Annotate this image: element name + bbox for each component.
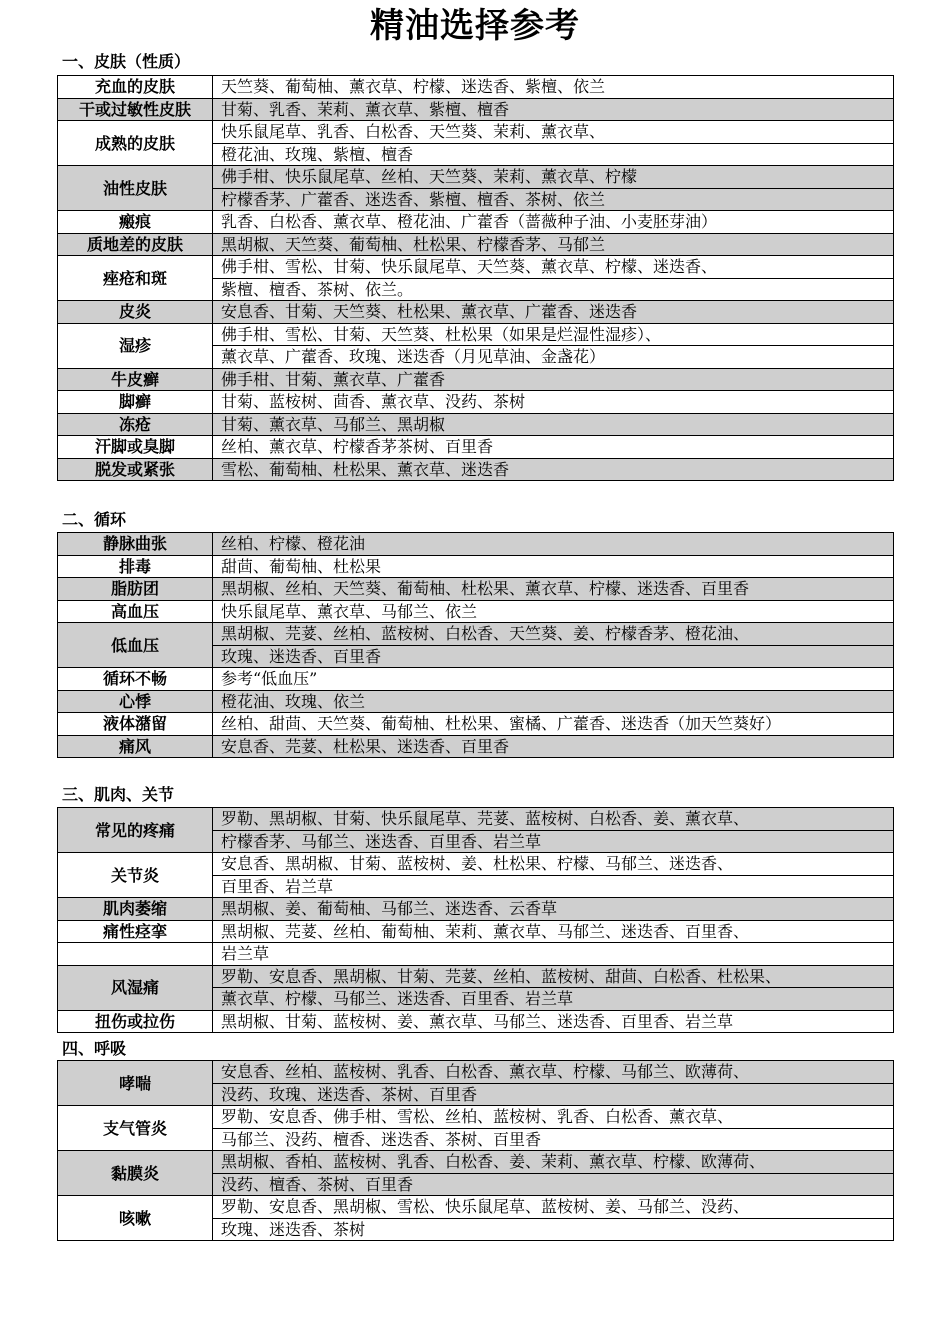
row-oils: 罗勒、安息香、黑胡椒、雪松、快乐鼠尾草、蓝桉树、姜、马郁兰、没药、 [213, 1196, 894, 1219]
row-category: 低血压 [58, 623, 213, 668]
row-category: 冻疮 [58, 413, 213, 436]
section-title-respiratory: 四、呼吸 [62, 1039, 127, 1058]
table-row [58, 166, 894, 189]
row-category [58, 943, 213, 966]
row-category: 高血压 [58, 600, 213, 623]
table-row [58, 735, 894, 758]
table-row [58, 301, 894, 324]
row-category: 湿疹 [58, 323, 213, 368]
row-oils: 百里香、岩兰草 [213, 875, 894, 898]
row-category: 肌肉萎缩 [58, 898, 213, 921]
table-row [58, 965, 894, 988]
table-row [58, 76, 894, 99]
table-row [58, 368, 894, 391]
table-row [58, 578, 894, 601]
row-category: 瘢痕 [58, 211, 213, 234]
row-category: 脱发或紧张 [58, 458, 213, 481]
row-category: 静脉曲张 [58, 533, 213, 556]
row-category: 哮喘 [58, 1061, 213, 1106]
table-row [58, 98, 894, 121]
row-category: 成熟的皮肤 [58, 121, 213, 166]
muscle-joint-table [57, 807, 894, 1033]
row-oils: 橙花油、玫瑰、紫檀、檀香 [213, 143, 894, 166]
table-row [58, 600, 894, 623]
row-category: 干或过敏性皮肤 [58, 98, 213, 121]
row-oils: 黑胡椒、丝柏、天竺葵、葡萄柚、杜松果、薰衣草、柠檬、迷迭香、百里香 [213, 578, 894, 601]
row-oils: 快乐鼠尾草、乳香、白松香、天竺葵、茉莉、薰衣草、 [213, 121, 894, 144]
row-oils: 黑胡椒、芫荽、丝柏、蓝桉树、白松香、天竺葵、姜、柠檬香茅、橙花油、 [213, 623, 894, 646]
circulation-table [57, 532, 894, 758]
table-row [58, 898, 894, 921]
row-oils: 甘菊、乳香、茉莉、薰衣草、紫檀、檀香 [213, 98, 894, 121]
row-oils: 黑胡椒、天竺葵、葡萄柚、杜松果、柠檬香茅、马郁兰 [213, 233, 894, 256]
respiratory-table [57, 1060, 894, 1241]
row-category: 扭伤或拉伤 [58, 1010, 213, 1033]
section-title-circulation: 二、循环 [62, 510, 127, 529]
page-title: 精油选择参考 [370, 6, 580, 46]
row-category: 充血的皮肤 [58, 76, 213, 99]
row-oils: 安息香、黑胡椒、甘菊、蓝桉树、姜、杜松果、柠檬、马郁兰、迷迭香、 [213, 853, 894, 876]
row-category: 风湿痛 [58, 965, 213, 1010]
row-oils: 薰衣草、柠檬、马郁兰、迷迭香、百里香、岩兰草 [213, 988, 894, 1011]
row-oils: 没药、檀香、茶树、百里香 [213, 1173, 894, 1196]
section-title-muscle-joint: 三、肌肉、关节 [62, 785, 175, 804]
row-oils: 乳香、白松香、薰衣草、橙花油、广藿香（蔷薇种子油、小麦胚芽油） [213, 211, 894, 234]
row-category: 脂肪团 [58, 578, 213, 601]
table-row [58, 436, 894, 459]
row-category: 黏膜炎 [58, 1151, 213, 1196]
table-row [58, 1061, 894, 1084]
row-oils: 佛手柑、雪松、甘菊、天竺葵、杜松果（如果是烂湿性湿疹）、 [213, 323, 894, 346]
row-oils: 黑胡椒、甘菊、蓝桉树、姜、薰衣草、马郁兰、迷迭香、百里香、岩兰草 [213, 1010, 894, 1033]
row-oils: 岩兰草 [213, 943, 894, 966]
row-oils: 安息香、甘菊、天竺葵、杜松果、薰衣草、广藿香、迷迭香 [213, 301, 894, 324]
row-oils: 柠檬香茅、广藿香、迷迭香、紫檀、檀香、茶树、依兰 [213, 188, 894, 211]
table-row [58, 623, 894, 646]
row-oils: 黑胡椒、姜、葡萄柚、马郁兰、迷迭香、云香草 [213, 898, 894, 921]
table-row [58, 853, 894, 876]
row-oils: 柠檬香茅、马郁兰、迷迭香、百里香、岩兰草 [213, 830, 894, 853]
row-category: 支气管炎 [58, 1106, 213, 1151]
table-row [58, 211, 894, 234]
skin-table [57, 75, 894, 481]
row-oils: 天竺葵、葡萄柚、薰衣草、柠檬、迷迭香、紫檀、依兰 [213, 76, 894, 99]
row-category: 咳嗽 [58, 1196, 213, 1241]
row-oils: 快乐鼠尾草、薰衣草、马郁兰、依兰 [213, 600, 894, 623]
row-category: 循环不畅 [58, 668, 213, 691]
table-row [58, 713, 894, 736]
row-category: 脚癣 [58, 391, 213, 414]
row-oils: 薰衣草、广藿香、玫瑰、迷迭香（月见草油、金盏花） [213, 346, 894, 369]
row-oils: 橙花油、玫瑰、依兰 [213, 690, 894, 713]
row-oils: 马郁兰、没药、檀香、迷迭香、茶树、百里香 [213, 1128, 894, 1151]
row-category: 痛风 [58, 735, 213, 758]
row-oils: 甘菊、薰衣草、马郁兰、黑胡椒 [213, 413, 894, 436]
row-oils: 玫瑰、迷迭香、百里香 [213, 645, 894, 668]
table-row [58, 920, 894, 943]
row-category: 皮炎 [58, 301, 213, 324]
row-category: 常见的疼痛 [58, 808, 213, 853]
row-oils: 甘菊、蓝桉树、茴香、薰衣草、没药、茶树 [213, 391, 894, 414]
table-row [58, 458, 894, 481]
table-row [58, 233, 894, 256]
table-row [58, 808, 894, 831]
row-oils: 玫瑰、迷迭香、茶树 [213, 1218, 894, 1241]
row-oils: 雪松、葡萄柚、杜松果、薰衣草、迷迭香 [213, 458, 894, 481]
row-category: 牛皮癣 [58, 368, 213, 391]
row-oils: 罗勒、安息香、黑胡椒、甘菊、芫荽、丝柏、蓝桉树、甜茴、白松香、杜松果、 [213, 965, 894, 988]
row-category: 心悸 [58, 690, 213, 713]
row-category: 质地差的皮肤 [58, 233, 213, 256]
row-oils: 佛手柑、雪松、甘菊、快乐鼠尾草、天竺葵、薰衣草、柠檬、迷迭香、 [213, 256, 894, 279]
table-row [58, 1151, 894, 1174]
table-row [58, 1196, 894, 1219]
row-category: 痛性痉挛 [58, 920, 213, 943]
row-category: 油性皮肤 [58, 166, 213, 211]
table-row [58, 1106, 894, 1129]
row-oils: 安息香、丝柏、蓝桉树、乳香、白松香、薰衣草、柠檬、马郁兰、欧薄荷、 [213, 1061, 894, 1084]
row-oils: 丝柏、薰衣草、柠檬香茅茶树、百里香 [213, 436, 894, 459]
row-oils: 丝柏、甜茴、天竺葵、葡萄柚、杜松果、蜜橘、广藿香、迷迭香（加天竺葵好） [213, 713, 894, 736]
row-oils: 安息香、芫荽、杜松果、迷迭香、百里香 [213, 735, 894, 758]
row-category: 汗脚或臭脚 [58, 436, 213, 459]
row-oils: 黑胡椒、香柏、蓝桉树、乳香、白松香、姜、茉莉、薰衣草、柠檬、欧薄荷、 [213, 1151, 894, 1174]
row-oils: 没药、玫瑰、迷迭香、茶树、百里香 [213, 1083, 894, 1106]
table-row [58, 121, 894, 144]
section-title-skin: 一、皮肤（性质） [62, 52, 191, 71]
row-oils: 黑胡椒、芫荽、丝柏、葡萄柚、茉莉、薰衣草、马郁兰、迷迭香、百里香、 [213, 920, 894, 943]
table-row [58, 1010, 894, 1033]
table-row [58, 391, 894, 414]
row-category: 痤疮和斑 [58, 256, 213, 301]
row-oils: 罗勒、安息香、佛手柑、雪松、丝柏、蓝桉树、乳香、白松香、薰衣草、 [213, 1106, 894, 1129]
row-category: 液体潴留 [58, 713, 213, 736]
row-oils: 紫檀、檀香、茶树、依兰。 [213, 278, 894, 301]
row-oils: 罗勒、黑胡椒、甘菊、快乐鼠尾草、芫荽、蓝桉树、白松香、姜、薰衣草、 [213, 808, 894, 831]
table-row [58, 256, 894, 279]
table-row [58, 413, 894, 436]
row-oils: 参考“低血压” [213, 668, 894, 691]
row-category: 排毒 [58, 555, 213, 578]
row-oils: 佛手柑、甘菊、薰衣草、广藿香 [213, 368, 894, 391]
table-row [58, 690, 894, 713]
table-row [58, 555, 894, 578]
row-oils: 佛手柑、快乐鼠尾草、丝柏、天竺葵、茉莉、薰衣草、柠檬 [213, 166, 894, 189]
row-category: 关节炎 [58, 853, 213, 898]
table-row [58, 943, 894, 966]
row-oils: 丝柏、柠檬、橙花油 [213, 533, 894, 556]
row-oils: 甜茴、葡萄柚、杜松果 [213, 555, 894, 578]
table-row [58, 668, 894, 691]
table-row [58, 533, 894, 556]
table-row [58, 323, 894, 346]
